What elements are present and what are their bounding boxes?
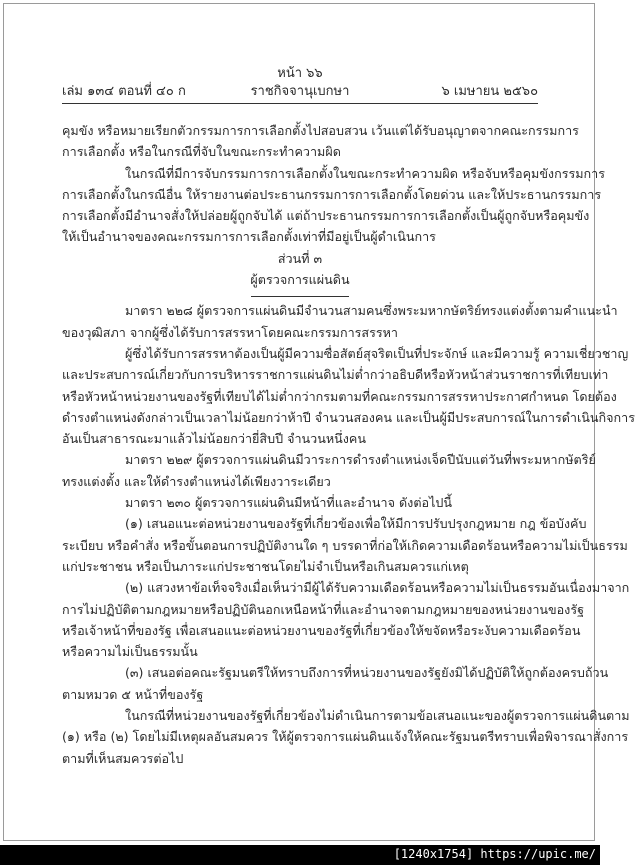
paragraph	[62, 662, 609, 705]
text-line: (๑) หรือ (๒) โดยไม่มีเหตุผลอันสมควร ให้ผู้ตรวจการแผ่นดินแจ้งให้คณะรัฐมนตรีทราบเพื่อพิจารณาสั่งการ	[62, 729, 629, 745]
text-line: ผู้ซึ่งได้รับการสรรหาต้องเป็นผู้มีความซื่อสัตย์สุจริตเป็นที่ประจักษ์ และมีความรู้ ความเชี่ยวชาญ	[125, 345, 629, 361]
intro-paragraphs	[62, 120, 605, 248]
section-title: ผู้ตรวจการแผ่นดิน	[250, 272, 350, 288]
text-line: การเลือกตั้งมีอำนาจสั่งให้ปล่อยผู้ถูกจับได้ แต่ถ้าประธานกรรมการการเลือกตั้งเป็นผู้ถูกจับหรือคุมขัง	[62, 208, 590, 224]
text-line: (๒) แสวงหาข้อเท็จจริงเมื่อเห็นว่ามีผู้ได้รับความเดือดร้อนหรือความไม่เป็นธรรมอันเนื่องมาจาก	[125, 580, 630, 596]
paragraph	[62, 120, 579, 163]
header-rule	[62, 103, 538, 104]
text-line: ในกรณีที่หน่วยงานของรัฐที่เกี่ยวข้องไม่ดำเนินการตามข้อเสนอแนะของผู้ตรวจการแผ่นดินตาม	[125, 708, 630, 724]
paragraph	[62, 492, 538, 513]
text-line: ของวุฒิสภา จากผู้ซึ่งได้รับการสรรหาโดยคณะกรรมการสรรหา	[62, 324, 399, 340]
publication-name: ราชกิจจานุเบกษา	[250, 84, 350, 99]
paragraph	[62, 163, 605, 248]
text-line: และประสบการณ์เกี่ยวกับการบริหารราชการแผ่นดินไม่ต่ำกว่าอธิบดีหรือหัวหน้าส่วนราชการที่เทียบเท่า	[62, 367, 609, 383]
text-line: ทรงแต่งตั้ง และให้ดำรงตำแหน่งได้เพียงวาระเดียว	[62, 473, 331, 489]
text-line: อันเป็นสาธารณะมาแล้วไม่น้อยกว่ายี่สิบปี จำนวนหนึ่งคน	[62, 431, 366, 447]
text-line: การเลือกตั้ง หรือในกรณีที่จับในขณะกระทำความผิด	[62, 144, 341, 160]
page-number: หน้า ๖๖	[277, 66, 323, 81]
paragraph	[62, 577, 630, 662]
text-line: ตามที่เห็นสมควรต่อไป	[62, 750, 184, 766]
publication-date: ๖ เมษายน ๒๕๖๐	[441, 84, 538, 99]
volume-issue: เล่ม ๑๓๔ ตอนที่ ๔๐ ก	[62, 84, 186, 99]
paragraph	[62, 513, 628, 577]
text-line: ให้เป็นอำนาจของคณะกรรมการการเลือกตั้งเท่าที่มีอยู่เป็นผู้ดำเนินการ	[62, 229, 436, 245]
gazette-header	[62, 80, 538, 100]
paragraph	[62, 449, 596, 492]
text-line: หรือความไม่เป็นธรรมนั้น	[62, 644, 198, 660]
text-line: มาตรา ๒๓๐ ผู้ตรวจการแผ่นดินมีหน้าที่และอำนาจ ดังต่อไปนี้	[125, 495, 453, 511]
watermark-text: [1240x1754] https://upic.me/	[393, 847, 596, 861]
section-number: ส่วนที่ ๓	[277, 250, 323, 266]
text-line: ระเบียบ หรือคำสั่ง หรือขั้นตอนการปฏิบัติงานใด ๆ บรรดาที่ก่อให้เกิดความเดือดร้อนหรือความไม่เป็นธรรม	[62, 537, 628, 553]
text-line: (๓) เสนอต่อคณะรัฐมนตรีให้ทราบถึงการที่หน่วยงานของรัฐยังมิได้ปฏิบัติให้ถูกต้องครบถ้วน	[125, 665, 609, 681]
text-line: หรือหัวหน้าหน่วยงานของรัฐที่เทียบได้ไม่ต่ำกว่ากรมตามที่คณะกรรมการสรรหาประกาศกำหนด โดยต้อง	[62, 388, 617, 404]
text-line: การไม่ปฏิบัติตามกฎหมายหรือปฏิบัตินอกเหนือหน้าที่และอำนาจตามกฎหมายของหน่วยงานของรัฐ	[62, 601, 585, 617]
section-paragraphs	[62, 300, 635, 769]
text-line: ดำรงตำแหน่งดังกล่าวเป็นเวลาไม่น้อยกว่าห้าปี จำนวนสองคน และเป็นผู้มีประสบการณ์ในการดำเนินกิจการ	[62, 409, 635, 425]
paragraph	[62, 300, 618, 343]
section-rule	[251, 296, 349, 297]
text-line: การเลือกตั้งในกรณีอื่น ให้รายงานต่อประธานกรรมการการเลือกตั้งโดยด่วน และให้ประธานกรรมการ	[62, 186, 602, 202]
paragraph	[62, 343, 635, 449]
text-line: มาตรา ๒๒๙ ผู้ตรวจการแผ่นดินมีวาระการดำรงตำแหน่งเจ็ดปีนับแต่วันที่พระมหากษัตริย์	[125, 452, 596, 468]
watermark-bar	[0, 845, 600, 865]
document-body	[62, 120, 635, 769]
text-line: ในกรณีที่มีการจับกรรมการการเลือกตั้งในขณะกระทำความผิด หรือจับหรือคุมขังกรรมการ	[125, 165, 605, 181]
paragraph	[62, 705, 630, 769]
text-line: หรือเจ้าหน้าที่ของรัฐ เพื่อเสนอแนะต่อหน่วยงานของรัฐที่เกี่ยวข้องให้ขจัดหรือระงับความเดือดร้อน	[62, 622, 581, 638]
text-line: มาตรา ๒๒๘ ผู้ตรวจการแผ่นดินมีจำนวนสามคนซึ่งพระมหากษัตริย์ทรงแต่งตั้งตามคำแนะนำ	[125, 303, 618, 319]
text-line: แก่ประชาชน หรือเป็นภาระแก่ประชาชนโดยไม่จำเป็นหรือเกินสมควรแก่เหตุ	[62, 558, 469, 574]
text-line: ตามหมวด ๕ หน้าที่ของรัฐ	[62, 686, 204, 702]
text-line: คุมขัง หรือหมายเรียกตัวกรรมการการเลือกตั้งไปสอบสวน เว้นแต่ได้รับอนุญาตจากคณะกรรมการ	[62, 123, 579, 138]
text-line: (๑) เสนอแนะต่อหน่วยงานของรัฐที่เกี่ยวข้องเพื่อให้มีการปรับปรุงกฎหมาย กฎ ข้อบังคับ	[125, 516, 587, 532]
